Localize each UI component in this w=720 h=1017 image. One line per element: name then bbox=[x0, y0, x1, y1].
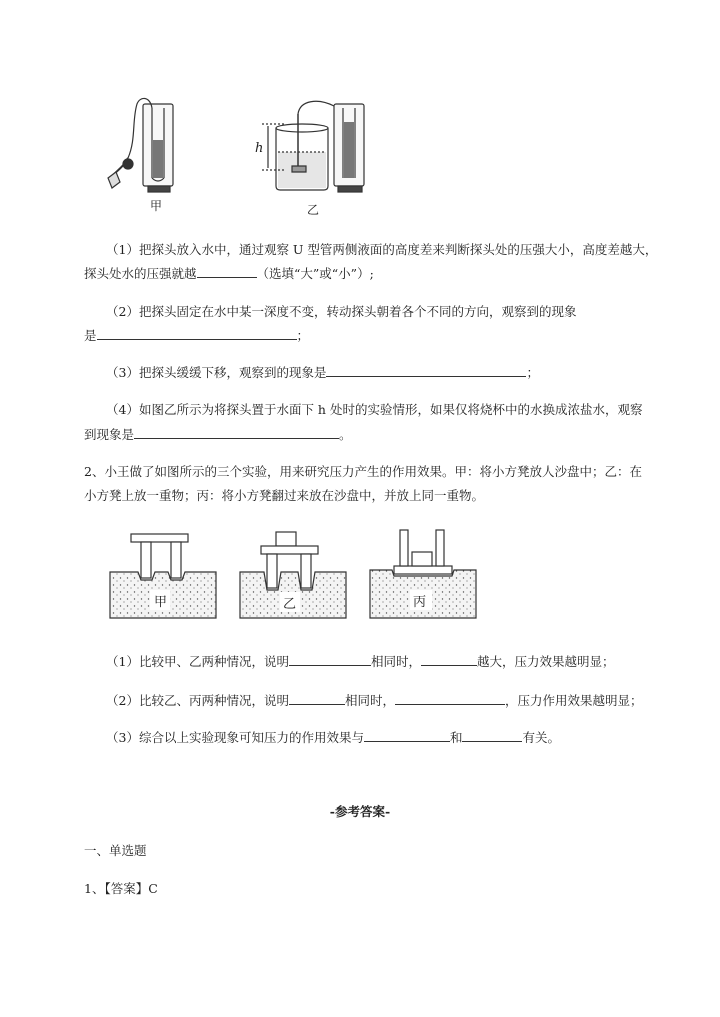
q2-step2-blank-2[interactable] bbox=[395, 690, 505, 705]
q2-step1-line bbox=[106, 651, 615, 670]
q2-step1-blank-1[interactable] bbox=[289, 651, 371, 666]
q2-step3-text-b: 和 bbox=[449, 730, 463, 745]
u-tube-figure bbox=[0, 0, 720, 230]
q2-step2-text-c: ，压力作用效果越明显； bbox=[504, 693, 643, 708]
q1-step1-line1: （1）把探头放入水中，通过观察 U 型管两侧液面的高度差来判断探头处的压强大小，高度差越大， bbox=[106, 242, 658, 257]
u-tube-yi bbox=[262, 101, 364, 192]
answers-section-heading: 一、单选题 bbox=[84, 843, 147, 858]
sand-tray-label-jia: 甲 bbox=[154, 595, 168, 610]
q1-step4-text-a: 到现象是 bbox=[84, 427, 135, 442]
q1-step3-blank[interactable] bbox=[326, 362, 526, 377]
q2-step2-text-a: （2）比较乙、丙两种情况，说明 bbox=[106, 693, 289, 708]
q1-step3-line bbox=[106, 362, 539, 381]
q1-step4-blank[interactable] bbox=[134, 424, 339, 439]
answer-item-1: 1、【答案】C bbox=[84, 881, 158, 896]
q1-step4-line1: （4）如图乙所示为将探头置于水面下 h 处时的实验情形，如果仅将烧杯中的水换成浓盐水，观察 bbox=[106, 402, 643, 417]
q1-step3-text-a: （3）把探头缓缓下移，观察到的现象是 bbox=[106, 365, 327, 380]
q2-step1-text-a: （1）比较甲、乙两种情况，说明 bbox=[106, 654, 289, 669]
q1-step4-line2 bbox=[84, 424, 352, 443]
q1-step1-blank[interactable] bbox=[197, 263, 257, 278]
q2-step3-text-c: 有关。 bbox=[522, 730, 560, 745]
q1-step3-text-b: ； bbox=[526, 365, 539, 380]
q2-step1-text-c: 越大，压力效果越明显； bbox=[476, 654, 615, 669]
q1-step1-text-b: （选填“大”或“小”）; bbox=[256, 266, 374, 281]
q2-step2-line bbox=[106, 690, 643, 709]
figure-label-yi: 乙 bbox=[307, 203, 320, 217]
sand-tray-figure bbox=[0, 520, 720, 640]
q1-step1-line2 bbox=[84, 263, 374, 282]
q2-stem-line2: 小方凳上放一重物；丙：将小方凳翻过来放在沙盘中，并放上同一重物。 bbox=[84, 488, 485, 503]
q1-step2-line2 bbox=[84, 325, 309, 344]
q2-step3-blank-2[interactable] bbox=[462, 727, 522, 742]
q2-step3-text-a: （3）综合以上实验现象可知压力的作用效果与 bbox=[106, 730, 364, 745]
figure-label-h: h bbox=[255, 141, 264, 156]
q2-step1-text-b: 相同时， bbox=[370, 654, 421, 669]
u-tube-jia bbox=[108, 98, 173, 192]
figure-label-jia: 甲 bbox=[150, 199, 163, 213]
sand-tray-label-bing: 丙 bbox=[413, 595, 427, 610]
q1-step2-text-b: ； bbox=[296, 328, 310, 343]
q1-step2-blank[interactable] bbox=[97, 325, 297, 340]
sand-tray-label-yi: 乙 bbox=[283, 597, 297, 612]
q1-step2-text-a: 是 bbox=[84, 328, 97, 343]
q2-step1-blank-2[interactable] bbox=[421, 651, 477, 666]
q2-stem-line1: 2、小王做了如图所示的三个实验，用来研究压力产生的作用效果。甲：将小方凳放人沙盘中；乙：在 bbox=[84, 464, 642, 479]
q1-step4-text-b: 。 bbox=[339, 427, 352, 442]
q2-step3-line bbox=[106, 727, 560, 746]
q2-step2-blank-1[interactable] bbox=[289, 690, 345, 705]
q1-step2-line1: （2）把探头固定在水中某一深度不变，转动探头朝着各个不同的方向，观察到的现象 bbox=[106, 304, 577, 319]
q2-step3-blank-1[interactable] bbox=[364, 727, 450, 742]
answers-title: -参考答案- bbox=[329, 804, 391, 819]
q1-step1-text-a: 探头处水的压强就越 bbox=[84, 266, 197, 281]
q2-step2-text-b: 相同时， bbox=[344, 693, 395, 708]
